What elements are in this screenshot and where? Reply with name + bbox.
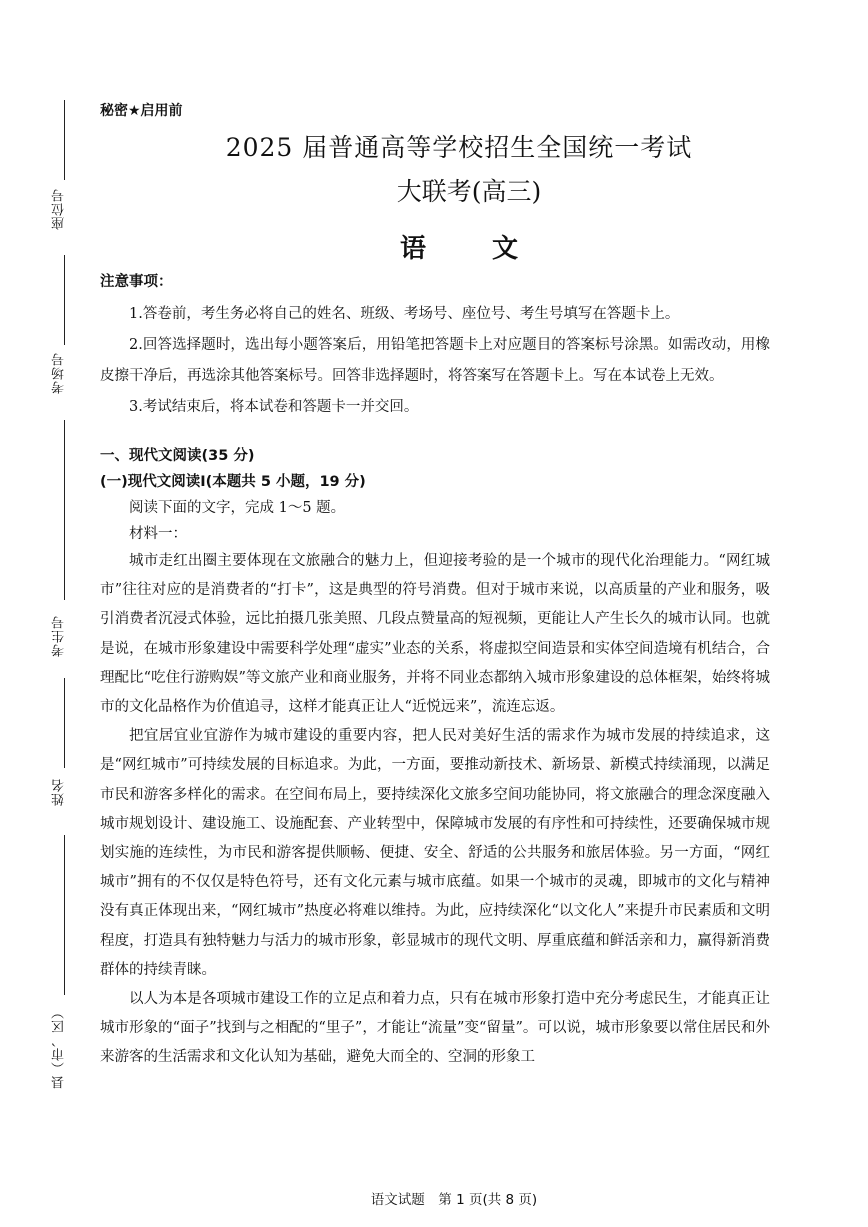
passage-paragraph: 把宜居宜业宜游作为城市建设的重要内容，把人民对美好生活的需求作为城市发展的持续追求，这是“网红城市”可持续发展的目标追求。为此，一方面，要推动新技术、新场景、新模式持续涌现，以满足市民和游客多样化的需求。在空间布局上，要持续深化文旅多空间功能协同，将文旅融合的理念深度融入城市规划设计、建设施工、设施配套、产业转型中，保障城市发展的有序性和可持续性，还要确保城市规划实施的连续性，为市民和游客提供顺畅、便捷、安全、舒适的公共服务和旅居体验。另一方面，“网红城市”拥有的不仅仅是特色符号，还有文化元素与城市底蕴。如果一个城市的灵魂，即城市的文化与精神没有真正体现出来，“网红城市”热度必将难以维持。为此，应持续深化“以文化人”来提升市民素质和文明程度，打造具有独特魅力与活力的城市形象，彰显城市的现代文明、厚重底蕴和鲜活亲和力，赢得新消费群体的持续青睐。	[100, 728, 770, 978]
name-label: 姓名	[52, 778, 67, 806]
notice-item: 2.回答选择题时，选出每小题答案后，用铅笔把答题卡上对应题目的答案标号涂黑。如需改动，用橡皮擦干净后，再选涂其他答案标号。回答非选择题时，将答案写在答题卡上。写在本试卷上无效。	[100, 337, 770, 384]
exam-content	[100, 270, 770, 1073]
passage-paragraph: 城市走红出圈主要体现在文旅融合的魅力上，但迎接考验的是一个城市的现代化治理能力。“网红城市”往往对应的是消费者的“打卡”，这是典型的符号消费。但对于城市来说，以高质量的产业和服务，吸引消费者沉浸式体验，远比拍摄几张美照、几段点赞量高的短视频，更能让人产生长久的城市认同。也就是说，在城市形象建设中需要科学处理“虚实”业态的关系，将虚拟空间造景和实体空间造境有机结合，合理配比“吃住行游购娱”等文旅产业和商业服务，并将不同业态都纳入城市形象建设的总体框架，始终将城市的文化品格作为价值追寻，这样才能真正让人“近悦远来”，流连忘返。	[100, 553, 770, 716]
material-label: 材料一：	[129, 526, 187, 542]
reading-instruction: 阅读下面的文字，完成 1～5 题。	[129, 500, 346, 516]
room-line	[64, 255, 65, 345]
seat-label: 座位号	[52, 188, 67, 230]
notice-item: 1.答卷前，考生务必将自己的姓名、班级、考场号、座位号、考生号填写在答题卡上。	[129, 306, 680, 322]
county-label: 县（市、区）	[52, 1005, 67, 1089]
subsection-heading: (一)现代文阅读Ⅰ(本题共 5 小题，19 分)	[100, 474, 366, 490]
county-line	[64, 835, 65, 995]
exam-title: 2025 届普通高等学校招生全国统一考试	[225, 133, 693, 162]
exam-no-line	[64, 420, 65, 600]
notice-item: 3.考试结束后，将本试卷和答题卡一并交回。	[129, 399, 419, 415]
exam-no-label: 考生号	[52, 615, 67, 657]
notice-heading: 注意事项：	[100, 274, 173, 290]
page-footer: 语文试题 第 1 页(共 8 页)	[370, 1192, 538, 1208]
section-heading: 一、现代文阅读(35 分)	[100, 448, 255, 464]
exam-subtitle: 大联考(高三)	[396, 177, 542, 206]
name-line	[64, 678, 65, 768]
subject-title: 语 文	[399, 234, 538, 264]
confidential-mark: 秘密★启用前	[100, 103, 183, 119]
passage-paragraph: 以人为本是各项城市建设工作的立足点和着力点，只有在城市形象打造中充分考虑民生，才能真正让城市形象的“面子”找到与之相配的“里子”，才能让“流量”变“留量”。可以说，城市形象要以常住居民和外来游客的生活需求和文化认知为基础，避免大而全的、空洞的形象工	[100, 991, 770, 1066]
room-label: 考场号	[52, 352, 67, 394]
